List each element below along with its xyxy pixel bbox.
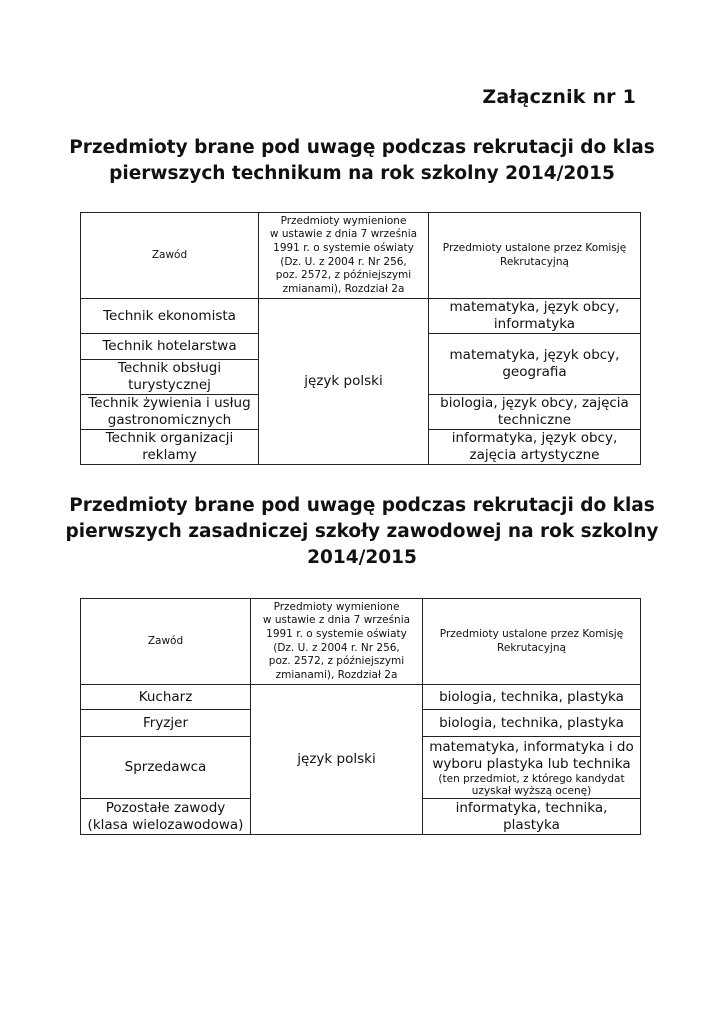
subjects-cell — [429, 334, 641, 395]
header-statutory-subjects — [251, 599, 423, 685]
header-line: (Dz. U. z 2004 r. Nr 256, — [273, 641, 400, 654]
section1-title — [60, 135, 664, 187]
table-row — [81, 299, 641, 334]
profession-line: Technik organizacji — [105, 430, 234, 446]
table-header-row — [81, 213, 641, 299]
header-committee-subjects — [423, 599, 641, 685]
profession-cell: Technik hotelarstwa — [81, 334, 259, 360]
header-line: 1991 r. o systemie oświaty — [266, 627, 407, 640]
profession-cell — [81, 360, 259, 395]
profession-line: (klasa wielozawodowa) — [87, 816, 244, 833]
subjects-cell: biologia, technika, plastyka — [423, 685, 641, 710]
subjects-cell — [429, 395, 641, 430]
subjects-line: matematyka, język obcy, — [449, 347, 620, 363]
vocational-school-subjects-table — [80, 598, 641, 835]
profession-cell — [81, 395, 259, 430]
subjects-cell: biologia, technika, plastyka — [423, 710, 641, 737]
profession-cell — [81, 430, 259, 465]
subjects-line: informatyka, język obcy, — [451, 430, 618, 446]
subjects-cell — [423, 799, 641, 835]
header-line: w ustawie z dnia 7 września — [262, 614, 411, 627]
subjects-line: techniczne — [497, 412, 572, 428]
profession-line: gastronomicznych — [107, 412, 232, 428]
subjects-line: matematyka, język obcy, — [449, 299, 620, 315]
profession-line: reklamy — [142, 447, 197, 463]
section1-title-line1: Przedmioty brane pod uwagę podczas rekrutacji do klas — [69, 137, 655, 158]
section2-title — [60, 493, 664, 571]
header-profession: Zawód — [81, 213, 259, 299]
section2-title-line1: Przedmioty brane pod uwagę podczas rekrutacji do klas — [69, 495, 655, 516]
subjects-note-line: uzyskał wyższą ocenę) — [471, 784, 592, 797]
header-line: zmianami), Rozdział 2a — [282, 282, 405, 295]
subjects-line: zajęcia artystyczne — [469, 447, 600, 463]
subjects-line: biologia, język obcy, zajęcia — [440, 395, 629, 411]
subjects-cell — [429, 299, 641, 334]
section1-title-line2: pierwszych technikum na rok szkolny 2014/2015 — [109, 163, 615, 184]
merged-subject-cell: język polski — [259, 299, 429, 465]
subjects-line: informatyka — [493, 316, 576, 332]
profession-cell: Technik ekonomista — [81, 299, 259, 334]
header-line: Rekrutacyjną — [500, 255, 569, 268]
header-line: Przedmioty ustalone przez Komisję — [439, 627, 624, 640]
profession-cell: Sprzedawca — [81, 737, 251, 799]
profession-line: turystycznej — [128, 377, 211, 393]
subjects-line: informatyka, technika, — [455, 799, 608, 816]
subjects-line: plastyka — [503, 816, 560, 833]
section2-title-line2: pierwszych zasadniczej szkoły zawodowej na rok szkolny — [65, 521, 659, 542]
header-line: (Dz. U. z 2004 r. Nr 256, — [280, 255, 407, 268]
profession-line: Pozostałe zawody — [105, 799, 226, 816]
header-line: w ustawie z dnia 7 września — [269, 228, 418, 241]
annex-label: Załącznik nr 1 — [482, 86, 636, 108]
subjects-cell — [429, 430, 641, 465]
section2-title-line3: 2014/2015 — [307, 547, 417, 568]
subjects-line: geografia — [502, 364, 567, 380]
header-profession: Zawód — [81, 599, 251, 685]
header-line: Przedmioty wymienione — [273, 600, 400, 613]
table-row — [81, 685, 641, 710]
profession-line: Technik żywienia i usług — [88, 395, 251, 411]
profession-line: Technik obsługi — [117, 360, 222, 376]
header-line: Przedmioty ustalone przez Komisję — [442, 241, 627, 254]
merged-subject-cell: język polski — [251, 685, 423, 835]
table-header-row — [81, 599, 641, 685]
header-line: poz. 2572, z późniejszymi — [275, 269, 412, 282]
profession-cell — [81, 799, 251, 835]
header-line: 1991 r. o systemie oświaty — [273, 241, 414, 254]
profession-cell: Fryzjer — [81, 710, 251, 737]
header-line: zmianami), Rozdział 2a — [275, 668, 398, 681]
header-line: Przedmioty wymienione — [280, 214, 407, 227]
subjects-note-line: (ten przedmiot, z którego kandydat — [438, 772, 625, 785]
profession-cell: Kucharz — [81, 685, 251, 710]
header-line: Rekrutacyjną — [497, 641, 566, 654]
header-statutory-subjects — [259, 213, 429, 299]
subjects-line: wyboru plastyka lub technika — [432, 755, 631, 772]
header-line: poz. 2572, z późniejszymi — [268, 655, 405, 668]
header-committee-subjects — [429, 213, 641, 299]
technikum-subjects-table — [80, 212, 641, 465]
subjects-cell — [423, 737, 641, 799]
subjects-line: matematyka, informatyka i do — [429, 738, 634, 755]
